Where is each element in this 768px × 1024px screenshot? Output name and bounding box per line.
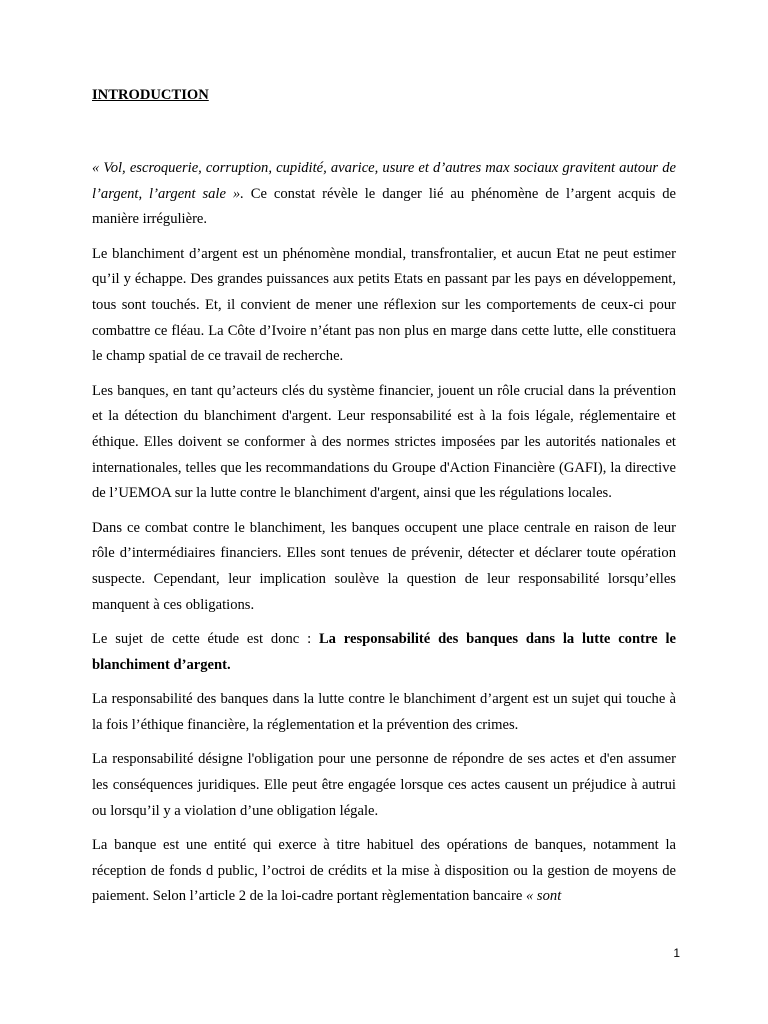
paragraph-1: [92, 156, 676, 233]
section-heading: INTRODUCTION: [92, 87, 209, 103]
paragraph-8-text: La banque est une entité qui exerce à titre habituel des opérations de banques, notamment la réception de fonds d public, l’octroi de crédits et la mise à disposition ou la gestion de moyens de paiement. Selon l’article 2 de la loi-cadre portant règlementation bancaire: [92, 837, 676, 905]
paragraph-2: Le blanchiment d’argent est un phénomène mondial, transfrontalier, et aucun Etat ne peut estimer qu’il y échappe. Des grandes puissances aux petits Etats en passant par les pays en développement, tous sont touchés. Et, il convient de mener une réflexion sur les comportements de ceux-ci pour combattre ce fléau. La Côte d’Ivoire n’étant pas non plus en marge dans cette lutte, elle constituera le champ spatial de ce travail de recherche.: [92, 245, 676, 365]
paragraph-6: La responsabilité des banques dans la lutte contre le blanchiment d’argent est un sujet qui touche à la fois l’éthique financière, la réglementation et la prévention des crimes.: [92, 691, 676, 733]
paragraph-4: Dans ce combat contre le blanchiment, les banques occupent une place centrale en raison de leur rôle d’intermédiaires financiers. Elles sont tenues de prévenir, détecter et déclarer toute opération suspecte. Cependant, leur implication soulève la question de leur responsabilité lorsqu’elles manquent à ces obligations.: [92, 519, 676, 613]
document-body: [92, 84, 676, 919]
study-subject: La responsabilité des banques dans la lutte contre le blanchiment d’argent.: [92, 631, 676, 673]
page-number: 1: [673, 946, 680, 960]
opening-quote: « Vol, escroquerie, corruption, cupidité, avarice, usure et d’autres max sociaux gravitent autour de l’argent, l’argent sale ».: [92, 160, 676, 202]
paragraph-7: La responsabilité désigne l'obligation pour une personne de répondre de ses actes et d'en assumer les conséquences juridiques. Elle peut être engagée lorsque ces actes causent un préjudice à autrui ou lorsqu’il y a violation d’une obligation légale.: [92, 751, 676, 819]
paragraph-3: Les banques, en tant qu’acteurs clés du système financier, jouent un rôle crucial dans la prévention et la détection du blanchiment d'argent. Leur responsabilité est à la fois légale, réglementaire et éthique. Elles doivent se conformer à des normes strictes imposées par les autorités nationales et internationales, telles que les recommandations du Groupe d'Action Financière (GAFI), la directive de l’UEMOA sur la lutte contre le blanchiment d'argent, ainsi que les régulations locales.: [92, 382, 676, 502]
paragraph-5: [92, 627, 676, 678]
subject-lead: Le sujet de cette étude est donc :: [92, 631, 319, 648]
article-quote-start: « sont: [525, 888, 562, 905]
paragraph-1-text: Ce constat révèle le danger lié au phénomène de l’argent acquis de manière irrégulière.: [92, 185, 676, 228]
paragraph-8: [92, 833, 676, 910]
